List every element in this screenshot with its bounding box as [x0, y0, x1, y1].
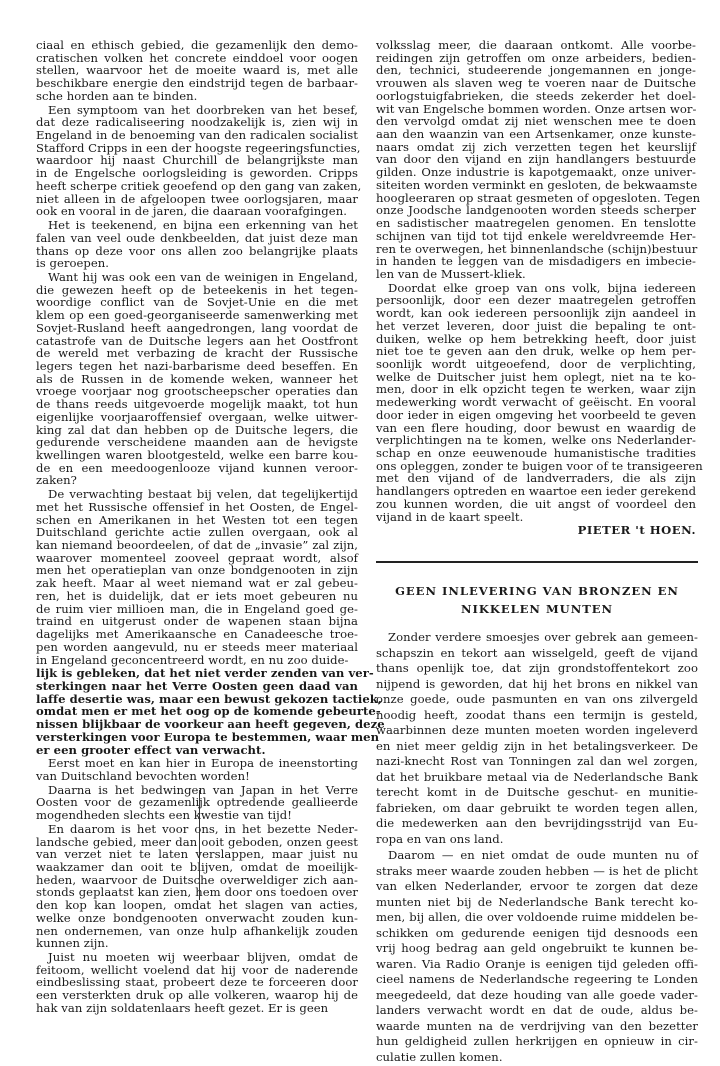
text-line: in handen te leggen van de misdadigers en imbecie- — [376, 254, 696, 269]
text-line: waardoor hij naast Churchill de belangrijkste man — [36, 153, 358, 168]
text-line: nijpend is geworden, dat hij het brons en nikkel van — [376, 676, 698, 691]
text-line: Het is teekenend, en bijna een erkenning van het — [48, 218, 358, 233]
text-line: vrouwen als slaven weg te voeren naar de Duitsche — [376, 76, 696, 91]
text-line: ren te overwegen, het binnenlandsche (schijn)bestuur — [376, 241, 698, 256]
text-line: siteiten worden verminkt en gesloten, de bekwaamste — [376, 177, 698, 192]
text-line: terecht komt in de Duitsche geschut- en munitie- — [376, 785, 698, 799]
text-line: klem op een goed-georganiseerde samenwerking met — [36, 308, 358, 323]
text-line: van een flere houding, door bewust en waardig de — [376, 420, 696, 435]
text-line: persoonlijk, door een dezer maatregelen getroffen — [376, 293, 696, 308]
text-line: Sovjet-Rusland heeft aangedrongen, lang voordat de — [36, 320, 358, 335]
text-line: en niet meer geldig zijn in het betalingsverkeer. De — [376, 738, 698, 753]
text-line: omdat men er met het oog op de komende gebeurte- — [36, 704, 381, 719]
text-line: niet toe te geven aan den druk, welke op hem per- — [376, 344, 696, 359]
text-line: vijand in de kaart speelt. — [376, 509, 524, 524]
text-line: thans op deze voor ons allen zoo belangrijke plaats — [36, 243, 358, 258]
text-line: Stafford Cripps in een der hoogste regeeringsfuncties, — [36, 140, 361, 155]
text-line: Daarom — en niet omdat de oude munten nu of — [388, 848, 698, 862]
text-line: naars omdat zij zich verzetten tegen het keurslijf — [376, 139, 696, 154]
text-line: men het operatieplan van onze bondgenooten in zijn — [36, 563, 358, 578]
text-line: zou kunnen worden, die uit angst of voordeel den — [376, 496, 696, 511]
text-line: gilden. Onze industrie is kapotgemaakt, onze univer- — [376, 165, 696, 180]
text-line: cratischen volken het concrete einddoel voor oogen — [36, 50, 358, 65]
text-line: den vervolgd omdat zij niet wenschen mee te doen — [376, 114, 696, 129]
text-line: de en een meedoogenlooze vijand kunnen veroor- — [36, 460, 358, 475]
text-line: ren, het is duidelijk, dat er iets moet gebeuren nu — [36, 588, 358, 603]
article-body-munten — [376, 630, 698, 1066]
text-line: eigenlijke voorjaaroffensief overgaan, welke uitwer- — [36, 409, 358, 424]
text-line: medewerking wordt verwacht of geëischt. En vooral — [376, 395, 696, 410]
text-line: verplichtingen na te komen, welke ons Nederlander- — [376, 433, 696, 448]
text-line: als de Russen in de komende weken, wanneer het — [36, 371, 358, 386]
text-line: nen ondernemen, van onze hulp afhankelijk zouden — [36, 923, 358, 938]
text-line: men, door in elk opzicht tegen te werken, waar zijn — [376, 382, 696, 397]
text-line: kunnen zijn. — [36, 936, 109, 951]
text-line: schapszin en tekort aan wisselgeld, geeft de vijand — [376, 645, 698, 660]
text-line: het verzet leveren, door juist die bepaling te ont- — [376, 318, 696, 333]
text-line: Zonder verdere smoesjes over gebrek aan gemeen- — [388, 630, 698, 644]
text-line: cieel namens de Nederlandsche regeering te Londen — [376, 972, 698, 986]
text-line: reidingen zijn getroffen om onze arbeiders, bedien- — [376, 50, 696, 65]
text-line: stellen, waarvoor het de moeite waard is, met alle — [36, 63, 358, 78]
text-line: duiken, welke op hem betrekking heeft, door juist — [376, 331, 696, 346]
text-line: heeft scherpe critiek geoefend op den gang van zaken, — [36, 178, 362, 193]
text-line: in Engeland geconcentreerd wordt, en nu zoo duide- — [36, 652, 349, 667]
text-line: landers verwacht wordt en dat de oude, aldus be- — [376, 1003, 698, 1017]
paragraph — [36, 784, 358, 822]
paragraph — [36, 951, 358, 1015]
text-line: is geroepen. — [36, 256, 110, 271]
text-line: king zal dat dan hebben op de Duitsche legers, die — [36, 422, 358, 437]
text-line: schikken om gedurende eenigen tijd desnoods een — [376, 925, 698, 940]
text-line: onze Joodsche landgenooten worden steeds scherper — [376, 203, 696, 218]
text-line: Juist nu moeten wij weerbaar blijven, omdat de — [48, 950, 358, 965]
text-line: schap en onze eeuwenoude humanistische tradities — [376, 446, 696, 460]
text-line: de ruim vier millioen man, die in Engeland goed ge- — [36, 601, 358, 616]
text-line: hak van zijn soldatenlaars heeft gezet. Er is geen — [36, 1000, 329, 1015]
author-signature: PIETER 't HOEN. — [577, 523, 696, 538]
text-line: van door den vijand en zijn handlangers bestuurde — [376, 152, 696, 167]
text-line: waakzamer dan ooit te blijven, omdat de moeilijk- — [36, 860, 358, 874]
text-line: sche horden aan te binden. — [36, 88, 198, 103]
text-line: oorlogstuigfabrieken, die steeds zekerder het doel- — [376, 88, 696, 103]
text-line: catastrofe van de Duitsche legers aan het Oostfront — [36, 333, 358, 348]
text-line: door ieder in eigen omgeving het voorbeeld te geven — [376, 407, 696, 422]
text-line: ons opleggen, zonder te buigen voor of te transigeeren — [376, 458, 703, 473]
text-line: een versterkten druk op alle volkeren, waarop hij de — [36, 988, 358, 1003]
text-line: straks meer waarde zouden hebben — is het de plicht — [376, 863, 698, 878]
text-line: legers tegen het nazi-barbarisme deed beseffen. En — [36, 358, 358, 373]
text-line: fabrieken, om daar gebruikt te worden tegen allen, — [376, 800, 698, 815]
left-column — [36, 38, 385, 1016]
text-line: er een grooter effect van verwacht. — [36, 742, 266, 757]
text-line: noodig heeft, zoodat thans een termijn is gesteld, — [376, 707, 698, 722]
text-line: en sadistischer maatregelen genomen. En tenslotte — [376, 216, 696, 231]
text-line: thans openlijk toe, dat zijn grondstoffentekort zoo — [376, 661, 698, 675]
text-line: eindbeslissing staat, probeert deze te forceeren door — [36, 975, 358, 990]
text-line: van elken Nederlander, ervoor te zorgen dat deze — [376, 879, 698, 893]
text-line: met den vijand of de landverraders, die als zijn — [376, 471, 696, 486]
text-line: in de Engelsche oorlogsleiding is geworden. Cripps — [36, 166, 358, 181]
text-line: zaken? — [36, 473, 77, 488]
text-line: schijnen van tijd tot tijd enkele wereldvreemde Her- — [376, 228, 696, 243]
text-line: die gewezen heeft op de beteekenis in het tegen- — [36, 282, 358, 297]
text-line: van verzet niet te laten verslappen, maar juist nu — [36, 847, 358, 862]
text-line: munten niet bij de Nederlandsche Bank terecht ko- — [376, 894, 698, 909]
text-line: mogendheden slechts een kwestie van tijd! — [36, 808, 292, 823]
text-line: Daarna is het bedwingen van Japan in het Verre — [48, 782, 358, 797]
text-line: de wereld met verbazing de kracht der Russische — [36, 346, 358, 361]
text-line: Want hij was ook een van de weinigen in Engeland, — [48, 269, 358, 284]
text-line: men, bij allen, die over voldoende ruime middelen be- — [376, 910, 698, 924]
text-line: ropa en van ons land. — [376, 831, 504, 846]
text-line: Engeland in de benoeming van den radicalen socialist — [36, 128, 358, 143]
text-line: Doordat elke groep van ons volk, bijna iedereen — [388, 280, 696, 295]
paragraph — [376, 38, 701, 281]
text-line: dagelijks met Amerikaansche en Canadeesche troe- — [36, 627, 358, 642]
text-line: waarbinnen deze munten moeten worden ingeleverd — [376, 723, 698, 737]
headline-line: NIKKELEN MUNTEN — [460, 602, 614, 616]
text-line: Een symptoom van het doorbreken van het besef, — [48, 102, 358, 117]
text-line: dat het bruikbare metaal via de Nederlandsche Bank — [376, 769, 698, 784]
text-line: waarover momenteel zooveel gepraat wordt, alsof — [36, 550, 358, 565]
text-line: hun geldigheid zullen herkrijgen en opnieuw in cir- — [376, 1034, 698, 1048]
text-line: de thans reeds uitgevoerde mogelijk maakt, tot hun — [36, 397, 358, 412]
text-line: hoogleeraren op straat gesmeten of opgesloten. Tegen — [376, 190, 701, 205]
text-line: culatie zullen komen. — [376, 1049, 503, 1064]
paragraph — [36, 757, 358, 782]
page-fold-crease — [199, 790, 200, 900]
text-line: den, technici, studeerende jongemannen en jonge- — [376, 63, 696, 78]
headline-line: GEEN INLEVERING VAN BRONZEN EN — [395, 584, 679, 598]
text-line: Eerst moet en kan hier in Europa de ineenstorting — [48, 756, 358, 771]
paragraph — [36, 102, 362, 219]
text-line: feitoom, wellicht voelend dat hij voor de naderende — [36, 962, 358, 977]
text-line: welke onze bondgenooten onverwacht zouden kun- — [36, 910, 358, 925]
text-line: aan den waanzin van een Artsenkamer, onze kunste- — [376, 127, 696, 142]
text-line: heden, waarvoor de Duitsche overweldiger zich aan- — [36, 872, 358, 887]
text-line: soonlijk wordt uitgeoefend, door de verplichting, — [376, 356, 696, 371]
text-line: traind en uitgerust onder de wapenen staan bijna — [36, 614, 358, 629]
text-line: ook en vooral in de jaren, die daaraan voorafgingen. — [36, 204, 347, 219]
text-line: landsche gebied, meer dan ooit geboden, onzen geest — [36, 834, 358, 849]
text-line: vroege voorjaar nog grootscheepscher operaties dan — [36, 384, 358, 399]
text-line: die medewerken aan den bevrijdingsstrijd van Eu- — [376, 816, 698, 830]
text-line: stonds geplaatst kan zien, hem door ons toedoen over — [36, 885, 358, 900]
paragraph — [36, 488, 358, 666]
text-line: zak heeft. Maar al weet niemand wat er zal gebeu- — [36, 576, 358, 591]
text-line: Duitschland gerichte actie zullen overgaan, ook al — [36, 525, 358, 540]
text-line: onze goede, oude pasmunten en van ons zilvergeld — [376, 692, 698, 706]
text-line: den kop kan loopen, omdat het slagen van acties, — [36, 898, 358, 913]
text-line: nazi-knecht Rost van Tonningen zal dan wel zorgen, — [376, 754, 698, 768]
text-line: kwellingen waren blootgesteld, welke een barre kou- — [36, 448, 358, 462]
text-line: sterkingen naar het Verre Oosten geen daad van — [36, 678, 358, 693]
paragraph — [36, 219, 358, 270]
text-line: nissen blijkbaar de voorkeur aan heeft gegeven, deze — [36, 717, 385, 732]
text-line: kan niemand beoordeelen, of dat de „invasie” zal zijn, — [36, 538, 358, 553]
paragraph — [376, 630, 698, 847]
text-line: pen worden aangevuld, nu er steeds meer materiaal — [36, 639, 358, 654]
right-column — [376, 38, 703, 538]
article-divider-rule — [376, 561, 698, 563]
paragraph — [36, 271, 358, 487]
text-line: laffe desertie was, maar een bewust gekozen tactiek, — [36, 691, 382, 706]
text-line: volksslag meer, die daaraan ontkomt. Alle voorbe- — [376, 38, 696, 52]
text-line: welke de Duitscher juist hem oplegt, niet na te ko- — [376, 369, 696, 384]
paragraph — [36, 39, 358, 103]
paragraph — [36, 666, 385, 757]
text-line: handlangers optreden en waartoe een ieder gerekend — [376, 484, 697, 499]
text-line: len van de Mussert-kliek. — [376, 266, 526, 281]
text-line: ciaal en ethisch gebied, die gezamenlijk den demo- — [36, 38, 358, 52]
text-line: lijk is gebleken, dat het niet verder zenden van ver- — [36, 666, 374, 681]
text-line: waarde munten na de verdrijving van den bezetter — [376, 1018, 698, 1033]
text-line: En daarom is het voor ons, in het bezette Neder- — [48, 821, 358, 836]
text-line: wordt, kan ook iedereen persoonlijk zijn aandeel in — [376, 306, 696, 321]
text-line: De verwachting bestaat bij velen, dat tegelijkertijd — [48, 487, 358, 502]
paragraph — [36, 823, 358, 950]
text-line: met het Russische offensief in het Oosten, de Engel- — [36, 499, 358, 514]
text-line: wit van Engelsche bommen worden. Onze artsen wor- — [376, 101, 697, 116]
text-line: woordige conflict van de Sovjet-Unie en die met — [36, 295, 358, 310]
article-headline — [376, 582, 698, 618]
text-line: schen en Amerikanen in het Westen tot een tegen — [36, 512, 358, 527]
paragraph — [376, 848, 698, 1065]
text-line: meegedeeld, dat deze houding van alle goede vader- — [376, 987, 698, 1002]
text-line: van Duitschland bevochten worden! — [36, 768, 250, 783]
text-line: beschikbare energie den eindstrijd tegen de barbaar- — [36, 76, 358, 91]
text-line: dat deze radicaliseering noodzakelijk is, zien wij in — [36, 115, 358, 130]
text-line: Oosten voor de gezamenlijk optredende geallieerde — [36, 795, 358, 810]
text-line: falen van veel oude denkbeelden, dat juist deze man — [36, 230, 358, 245]
text-line: gedurende verscheidene maanden aan de hevigste — [36, 435, 358, 450]
text-line: versterkingen voor Europa te bestemmen, waar men — [36, 729, 380, 744]
text-line: waren. Via Radio Oranje is eenigen tijd geleden offi- — [376, 956, 698, 971]
text-line: niet alleen in de afgeloopen twee oorlogsjaren, maar — [36, 191, 358, 206]
paragraph — [376, 280, 703, 524]
text-line: vrij hoog bedrag aan geld ongebruikt te kunnen be- — [376, 941, 698, 955]
